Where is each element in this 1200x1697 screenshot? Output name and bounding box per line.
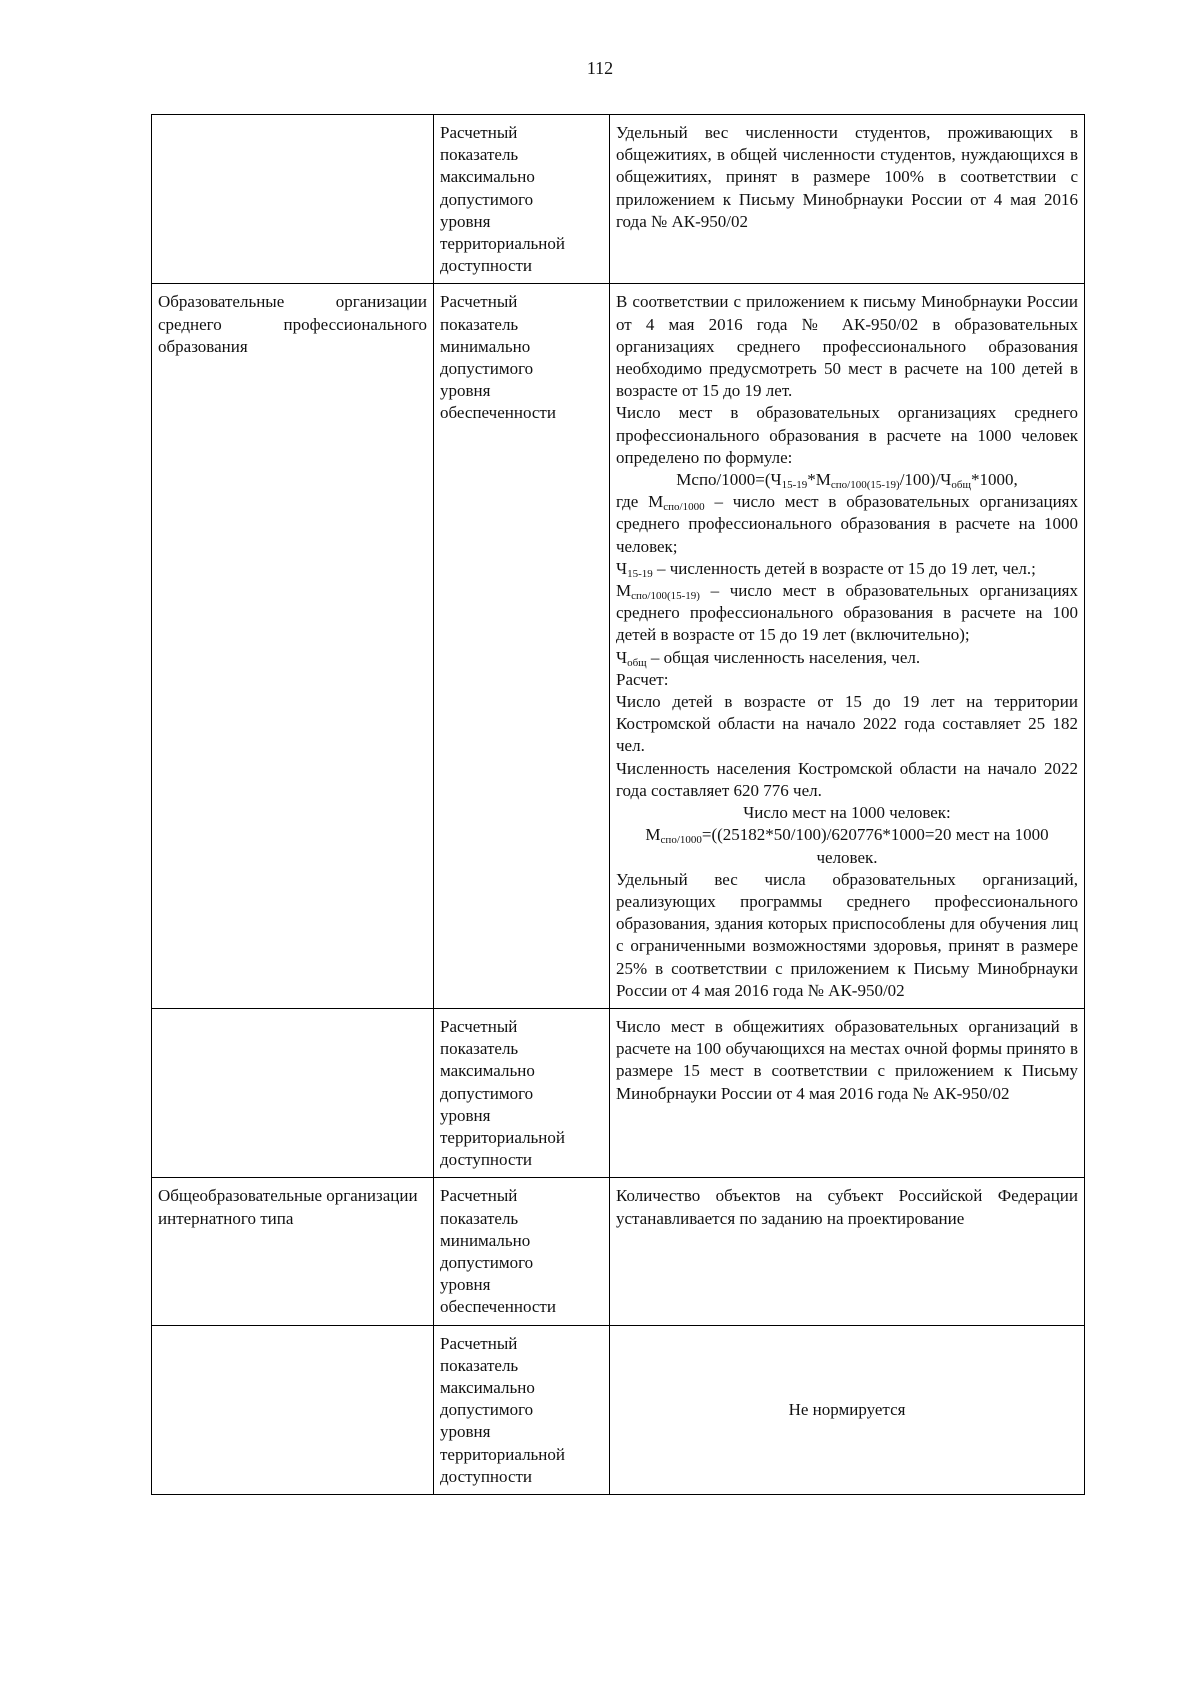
indicator-cell: Расчетный показатель максимально допустимого уровня территориальной доступности <box>434 115 610 284</box>
object-type-text: Общеобразовательные организации интернатного типа <box>158 1186 418 1228</box>
value-cell <box>610 1008 1085 1177</box>
formula: Мспо/$1000=(Ч_{15-19}*М_{спо/100(15-19)}/100)/Ч_{общ}*1000$, <box>676 470 1018 492</box>
norms-table <box>151 114 1085 1495</box>
object-type-cell <box>152 284 434 1009</box>
formula-definition: $Ч_{общ}$ – общая численность населения, чел. <box>616 647 921 669</box>
object-type-cell <box>152 1325 434 1494</box>
object-type-cell <box>152 1178 434 1325</box>
formula-definition: где $М_{спо/1000}$ – число мест в образовательных организациях среднего профессионального образования в расчете на 1000 человек; <box>616 492 1079 556</box>
object-type-cell <box>152 115 434 284</box>
object-type-cell <box>152 1008 434 1177</box>
indicator-cell: Расчетный показатель максимально допустимого уровня территориальной доступности <box>434 1008 610 1177</box>
value-text: Количество объектов на субъект Российской Федерации устанавливается по заданию на проектирование <box>616 1186 1078 1228</box>
value-paragraph: Численность населения Костромской области на начало 2022 года составляет 620 776 чел. <box>616 758 1078 800</box>
value-paragraph: Удельный вес числа образовательных организаций, реализующих программы среднего профессионального образования, здания которых приспособлены для обучения лиц с ограниченными возможностями здоровья, принят в размере 25% в соответствии с приложением к Письму Минобрнауки России от 4 мая 2016 года № АК-950/02 <box>616 869 1078 1000</box>
value-paragraph: Число мест в образовательных организациях среднего профессионального образования в расчете на 1000 человек определено по формуле: <box>616 403 1078 467</box>
value-text: Удельный вес численности студентов, проживающих в общежитиях, в общей численности студентов, нуждающихся в общежитиях, принят в размере 100% в соответствии с приложением к Письму Минобрнауки России от 4 мая 2016 года № АК-950/02 <box>616 123 1078 231</box>
table-row <box>152 1325 1085 1494</box>
calc-label: Расчет: <box>616 669 669 689</box>
value-cell <box>610 284 1085 1009</box>
value-cell <box>610 1178 1085 1325</box>
table-row <box>152 284 1085 1009</box>
value-text: Не нормируется <box>788 1400 906 1420</box>
value-cell <box>610 115 1085 284</box>
calc-heading: Число мест на 1000 человек: <box>743 803 951 823</box>
page-number: 112 <box>586 58 614 78</box>
calc-formula: $М_{спо/1000}=((25182*50/100)/620776*1000=20$ мест на 1000 человек. <box>645 825 1049 867</box>
object-type-text: Образовательные организации среднего профессионального образования <box>158 292 427 356</box>
value-paragraph: Число детей в возрасте от 15 до 19 лет на территории Костромской области на начало 2022 года составляет 25 182 чел. <box>616 692 1078 756</box>
table-row <box>152 1008 1085 1177</box>
value-paragraph: В соответствии с приложением к письму Минобрнауки России от 4 мая 2016 года № АК-950/02 в образовательных организациях среднего профессионального образования необходимо предусмотреть 50 мест в расчете на 100 детей в возрасте от 15 до 19 лет. <box>616 292 1078 401</box>
indicator-cell: Расчетный показатель максимально допустимого уровня территориальной доступности <box>434 1325 610 1494</box>
indicator-cell: Расчетный показатель минимально допустимого уровня обеспеченности <box>434 284 610 1009</box>
formula-definition: $М_{спо/100(15-19)}$ – число мест в образовательных организациях среднего профессионального образования в расчете на 100 детей в возрасте от 15 до 19 лет (включительно); <box>616 581 1078 645</box>
value-cell <box>610 1325 1085 1494</box>
table-row <box>152 1178 1085 1325</box>
formula-definition: $Ч_{15-19}$ – численность детей в возрасте от 15 до 19 лет, чел.; <box>616 558 1036 580</box>
value-text: Число мест в общежитиях образовательных организаций в расчете на 100 обучающихся на местах очной формы принято в размере 15 мест в соответствии с приложением к Письму Минобрнауки России от 4 мая 2016 года № АК-950/02 <box>616 1016 1078 1103</box>
table-row <box>152 115 1085 284</box>
indicator-cell: Расчетный показатель минимально допустимого уровня обеспеченности <box>434 1178 610 1325</box>
